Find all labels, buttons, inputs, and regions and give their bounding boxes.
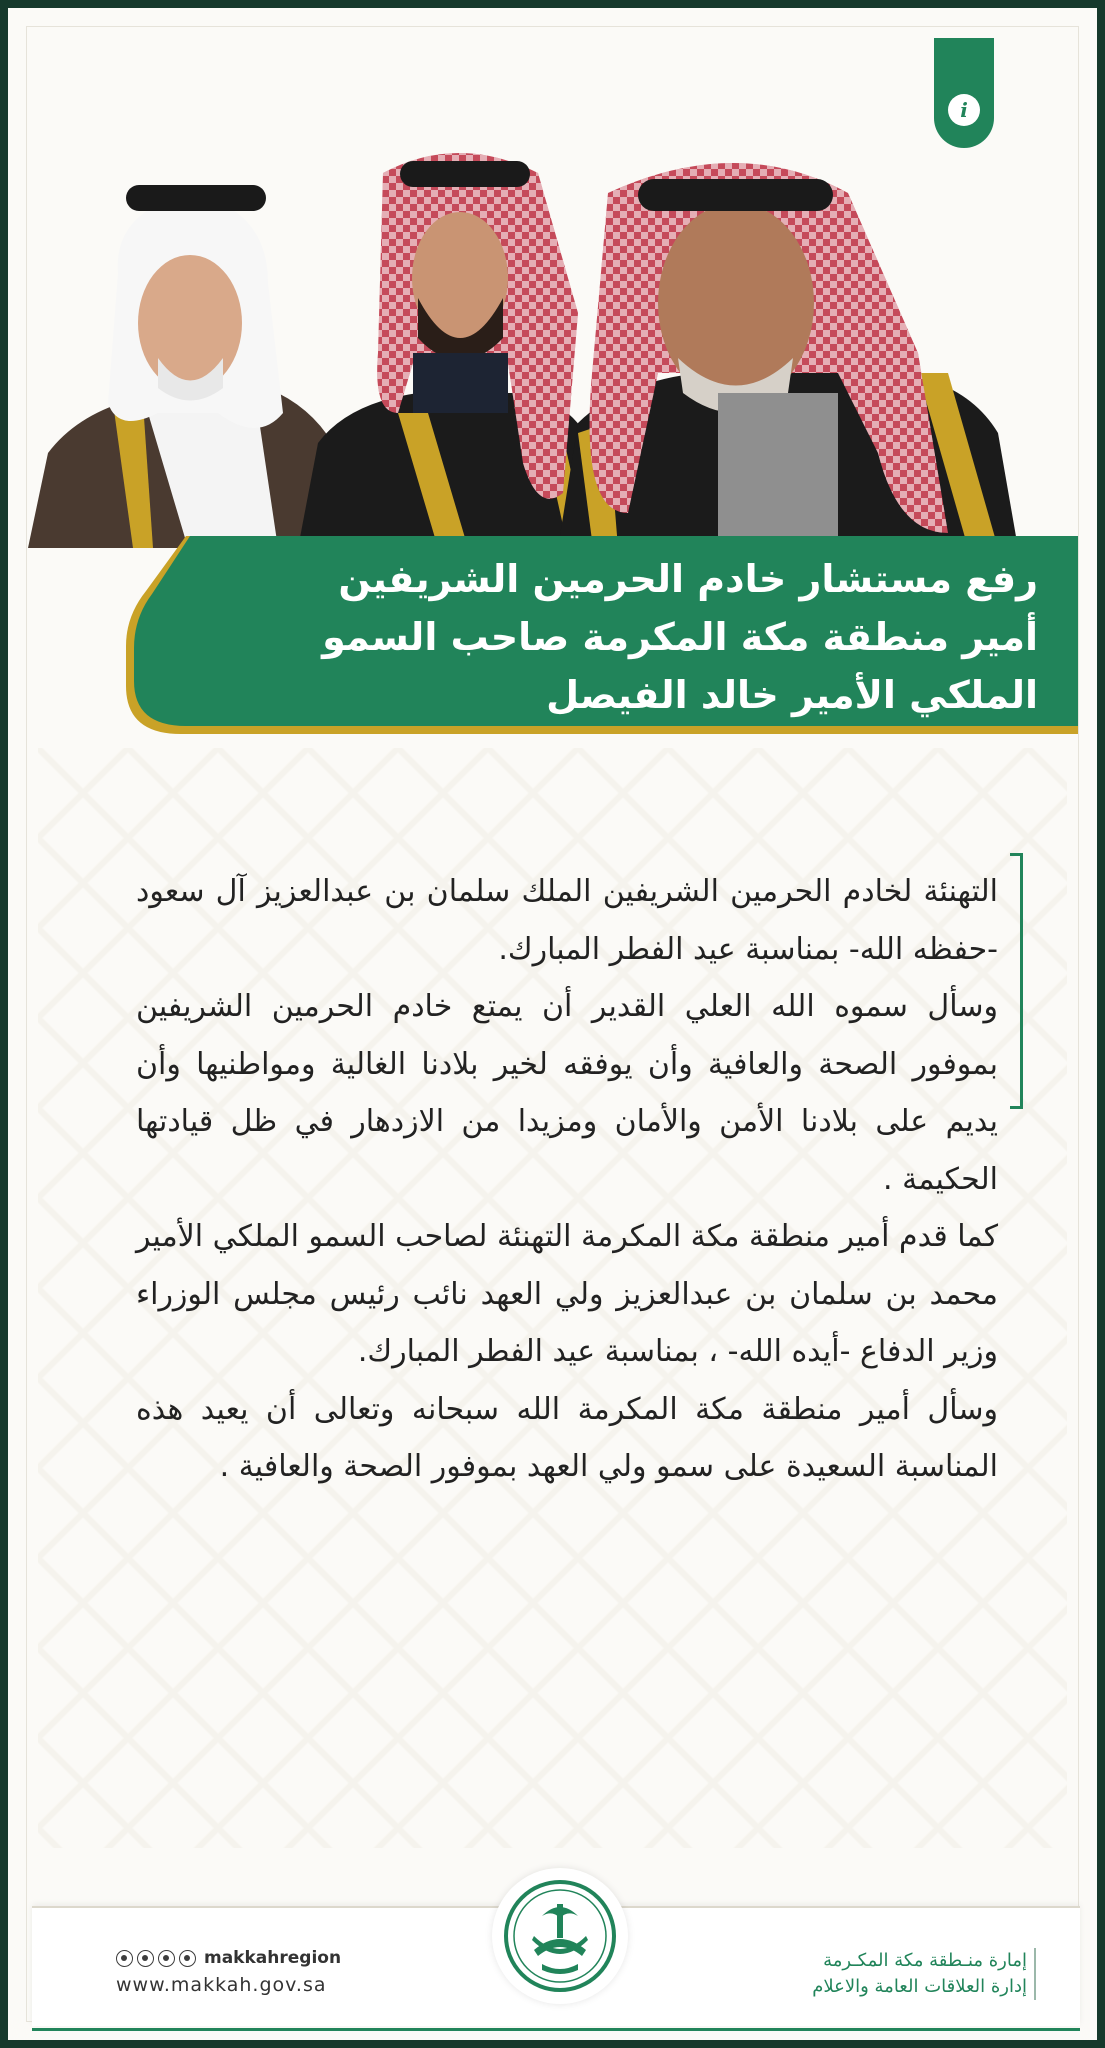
headline-banner <box>126 536 1078 740</box>
quote-bracket <box>1010 853 1023 1109</box>
snapchat-icon[interactable] <box>179 1950 196 1967</box>
article-paragraph-3: كما قدم أمير منطقة مكة المكرمة التهنئة لصاحب السمو الملكي الأمير محمد بن سلمان بن عبدالعزيز ولي العهد نائب رئيس مجلس الوزراء وزير الدفاع -أيده الله- ، بمناسبة عيد الفطر المبارك. <box>136 1219 998 1369</box>
social-handle[interactable]: makkahregion <box>204 1948 342 1968</box>
portrait-photos <box>18 113 1105 548</box>
headline-line-1: رفع مستشار خادم الحرمين الشريفين <box>338 557 1038 601</box>
info-icon[interactable]: i <box>948 94 980 126</box>
footer-accent-line <box>32 2028 1080 2031</box>
article-paragraph-2: وسأل سموه الله العلي القدير أن يمتع خادم الحرمين الشريفين بموفور الصحة والعافية وأن يوفقه لخير بلادنا الغالية ومواطنيها وأن يديم على بلادنا الأمن والأمان ومزيدا من الازدهار في ظل قيادتها الحكيمة . <box>136 989 998 1197</box>
headline-line-2: أمير منطقة مكة المكرمة صاحب السمو <box>322 615 1038 659</box>
article-body <box>136 863 998 1496</box>
portrait-right <box>558 163 1018 548</box>
organization-name: إمارة منـطقة مكة المكـرمة <box>823 1950 1027 1971</box>
social-row <box>116 1946 341 1970</box>
department-name: إدارة العلاقات العامة والاعلام <box>812 1976 1027 1997</box>
emblem-badge <box>492 1868 628 2004</box>
footer-divider <box>1034 1948 1036 2000</box>
twitter-icon[interactable] <box>116 1950 133 1967</box>
article-paragraph-1: التهنئة لخادم الحرمين الشريفين الملك سلمان بن عبدالعزيز آل سعود -حفظه الله- بمناسبة عيد الفطر المبارك. <box>136 874 998 967</box>
instagram-icon[interactable] <box>158 1950 175 1967</box>
footer-organization <box>812 1948 1027 2000</box>
info-tab[interactable] <box>934 38 994 148</box>
headline-line-3: الملكي الأمير خالد الفيصل <box>546 673 1038 717</box>
footer-contact <box>116 1946 341 1996</box>
website-link[interactable]: www.makkah.gov.sa <box>116 1974 327 1996</box>
headline-text <box>218 550 1038 724</box>
youtube-icon[interactable] <box>137 1950 154 1967</box>
portrait-middle <box>298 153 608 548</box>
article-paragraph-4: وسأل أمير منطقة مكة المكرمة الله سبحانه وتعالى أن يعيد هذه المناسبة السعيدة على سمو ولي العهد بموفور الصحة والعافية . <box>136 1391 998 1484</box>
portrait-left <box>28 185 348 548</box>
saudi-emblem-icon <box>502 1878 618 1994</box>
